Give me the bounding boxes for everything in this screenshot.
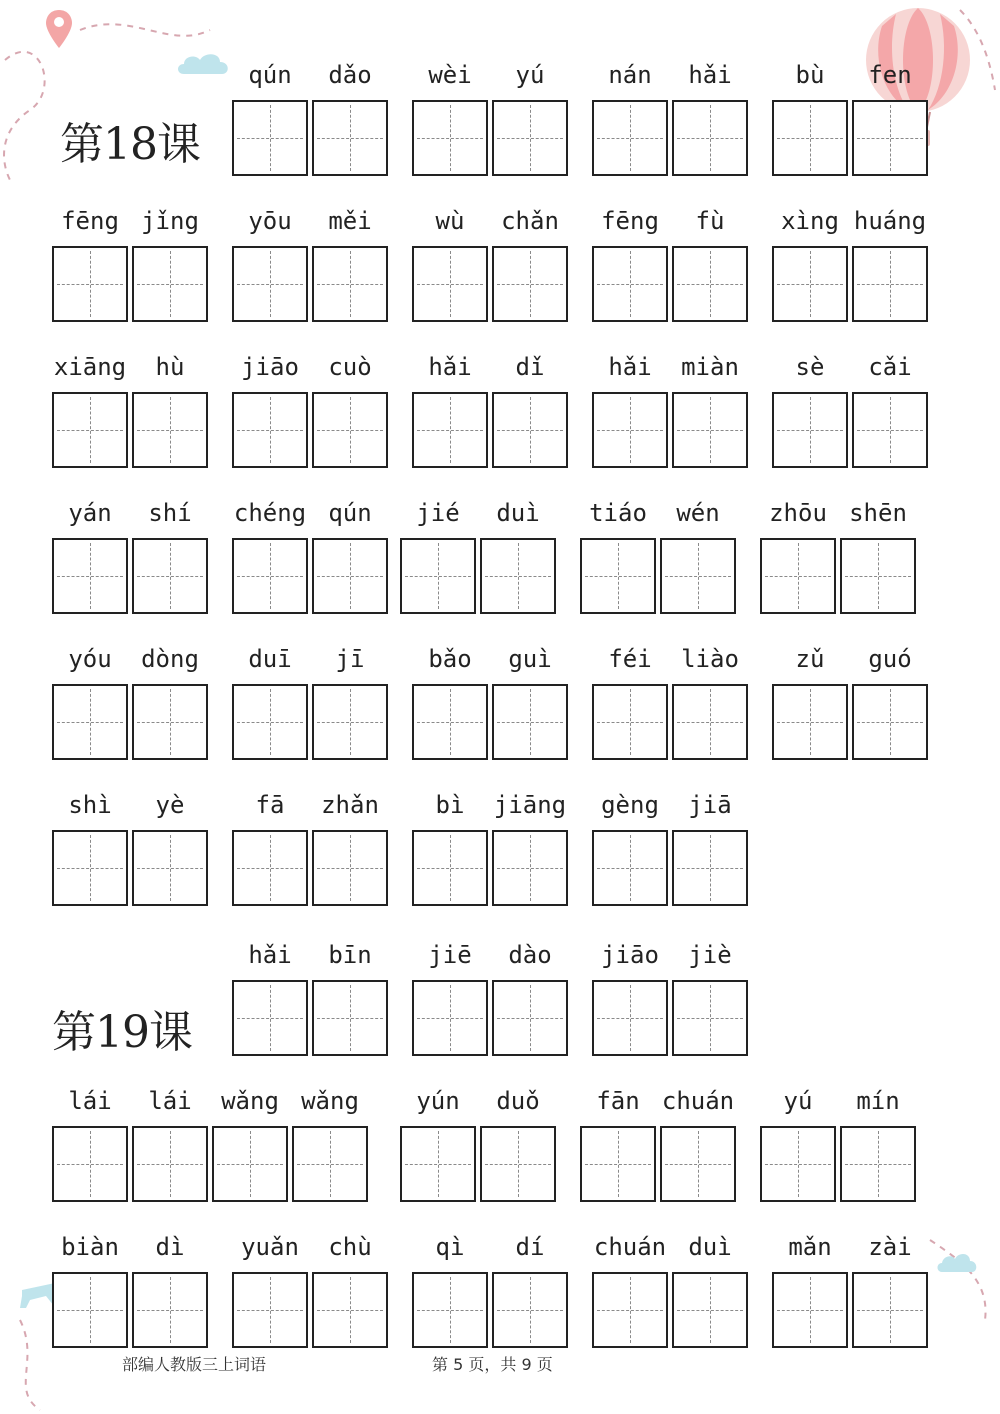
pinyin-label: duī: [248, 645, 292, 673]
pinyin-label: dào: [508, 941, 552, 969]
pinyin-label: yóu: [68, 645, 112, 673]
tianzige-box[interactable]: [672, 1272, 748, 1348]
tianzige-box[interactable]: [312, 1272, 388, 1348]
pinyin-label: wǎng: [221, 1087, 279, 1115]
pinyin-label: jī: [335, 645, 365, 673]
pinyin-label: jiè: [688, 941, 732, 969]
tianzige-box[interactable]: [772, 684, 848, 760]
tianzige-box[interactable]: [852, 1272, 928, 1348]
pinyin-label: gèng: [601, 791, 659, 819]
tianzige-box[interactable]: [232, 980, 308, 1056]
tianzige-box[interactable]: [672, 980, 748, 1056]
pinyin-label: biàn: [61, 1233, 119, 1261]
tianzige-box[interactable]: [772, 392, 848, 468]
tianzige-box[interactable]: [212, 1126, 288, 1202]
pinyin-label: tiáo: [589, 499, 647, 527]
pinyin-label: hǎi: [608, 353, 652, 381]
pinyin-label: měi: [328, 207, 372, 235]
tianzige-box[interactable]: [660, 538, 736, 614]
pinyin-label: bǎo: [428, 645, 472, 673]
tianzige-box[interactable]: [412, 100, 488, 176]
pinyin-label: zài: [868, 1233, 912, 1261]
pinyin-label: wèi: [428, 61, 472, 89]
tianzige-box[interactable]: [492, 100, 568, 176]
pinyin-label: xìng: [781, 207, 839, 235]
pinyin-label: hǎi: [428, 353, 472, 381]
tianzige-box[interactable]: [592, 246, 668, 322]
tianzige-box[interactable]: [760, 538, 836, 614]
lesson-19-title: 第19课: [52, 1007, 192, 1058]
tianzige-box[interactable]: [312, 830, 388, 906]
tianzige-box[interactable]: [132, 1126, 208, 1202]
cloud-small-icon: [936, 1250, 980, 1274]
tianzige-box[interactable]: [672, 392, 748, 468]
pinyin-label: yú: [783, 1087, 813, 1115]
tianzige-box[interactable]: [580, 538, 656, 614]
pinyin-label: jiāng: [493, 791, 567, 819]
pinyin-label: huáng: [853, 207, 927, 235]
pinyin-label: chuán: [661, 1087, 735, 1115]
pinyin-label: bīn: [328, 941, 372, 969]
tianzige-box[interactable]: [660, 1126, 736, 1202]
tianzige-box[interactable]: [312, 538, 388, 614]
pinyin-label: zhǎn: [321, 791, 379, 819]
pinyin-label: fēng: [61, 207, 119, 235]
tianzige-box[interactable]: [52, 830, 128, 906]
pinyin-label: lái: [148, 1087, 192, 1115]
pinyin-label: mín: [856, 1087, 900, 1115]
tianzige-box[interactable]: [672, 246, 748, 322]
pinyin-label: chéng: [233, 499, 307, 527]
tianzige-box[interactable]: [672, 684, 748, 760]
tianzige-box[interactable]: [772, 1272, 848, 1348]
pinyin-label: zǔ: [795, 645, 825, 673]
tianzige-box[interactable]: [672, 830, 748, 906]
pinyin-label: chù: [328, 1233, 372, 1261]
pinyin-label: dǎo: [328, 61, 372, 89]
footer-page-number: 第 5 页，共 9 页: [432, 1355, 553, 1374]
pinyin-label: jiā: [688, 791, 732, 819]
tianzige-box[interactable]: [52, 1272, 128, 1348]
pinyin-label: dòng: [141, 645, 199, 673]
pinyin-label: shēn: [849, 499, 907, 527]
pinyin-label: xiāng: [53, 353, 127, 381]
pinyin-label: wù: [435, 207, 465, 235]
pinyin-label: shì: [68, 791, 112, 819]
pinyin-label: jiāo: [241, 353, 299, 381]
tianzige-box[interactable]: [772, 246, 848, 322]
tianzige-box[interactable]: [492, 684, 568, 760]
tianzige-box[interactable]: [412, 830, 488, 906]
pinyin-label: dì: [155, 1233, 185, 1261]
pinyin-label: yè: [155, 791, 185, 819]
tianzige-box[interactable]: [232, 246, 308, 322]
tianzige-box[interactable]: [312, 100, 388, 176]
tianzige-box[interactable]: [852, 100, 928, 176]
pinyin-label: wǎng: [301, 1087, 359, 1115]
tianzige-box[interactable]: [852, 246, 928, 322]
tianzige-box[interactable]: [292, 1126, 368, 1202]
tianzige-box[interactable]: [840, 538, 916, 614]
tianzige-box[interactable]: [592, 830, 668, 906]
tianzige-box[interactable]: [312, 980, 388, 1056]
tianzige-box[interactable]: [480, 538, 556, 614]
pinyin-label: yuǎn: [241, 1233, 299, 1261]
pinyin-label: bù: [795, 61, 825, 89]
tianzige-box[interactable]: [480, 1126, 556, 1202]
pinyin-label: hǎi: [248, 941, 292, 969]
tianzige-box[interactable]: [592, 684, 668, 760]
tianzige-box[interactable]: [132, 1272, 208, 1348]
pinyin-label: chǎn: [501, 207, 559, 235]
pinyin-label: guó: [868, 645, 912, 673]
pinyin-label: miàn: [681, 353, 739, 381]
pinyin-label: mǎn: [788, 1233, 832, 1261]
tianzige-box[interactable]: [760, 1126, 836, 1202]
tianzige-box[interactable]: [232, 830, 308, 906]
tianzige-box[interactable]: [412, 1272, 488, 1348]
tianzige-box[interactable]: [132, 684, 208, 760]
tianzige-box[interactable]: [132, 392, 208, 468]
pinyin-label: qì: [435, 1233, 465, 1261]
map-pin-icon: [44, 8, 74, 50]
tianzige-box[interactable]: [840, 1126, 916, 1202]
tianzige-box[interactable]: [52, 684, 128, 760]
pinyin-label: fān: [596, 1087, 640, 1115]
cloud-icon: [176, 50, 232, 76]
pinyin-label: jǐng: [141, 207, 199, 235]
tianzige-box[interactable]: [492, 392, 568, 468]
pinyin-label: hǎi: [688, 61, 732, 89]
tianzige-box[interactable]: [412, 980, 488, 1056]
pinyin-label: liào: [681, 645, 739, 673]
pinyin-label: nán: [608, 61, 652, 89]
pinyin-label: guì: [508, 645, 552, 673]
pinyin-label: cǎi: [868, 353, 912, 381]
pinyin-label: qún: [248, 61, 292, 89]
tianzige-box[interactable]: [400, 538, 476, 614]
tianzige-box[interactable]: [492, 1272, 568, 1348]
tianzige-box[interactable]: [312, 684, 388, 760]
pinyin-label: chuán: [593, 1233, 667, 1261]
tianzige-box[interactable]: [400, 1126, 476, 1202]
tianzige-box[interactable]: [592, 1272, 668, 1348]
tianzige-box[interactable]: [312, 392, 388, 468]
tianzige-box[interactable]: [592, 392, 668, 468]
pinyin-label: cuò: [328, 353, 372, 381]
tianzige-box[interactable]: [492, 246, 568, 322]
tianzige-box[interactable]: [412, 684, 488, 760]
tianzige-box[interactable]: [672, 100, 748, 176]
footer-textbook-label: 部编人教版三上词语: [122, 1355, 267, 1374]
pinyin-label: hù: [155, 353, 185, 381]
pinyin-label: fā: [255, 791, 285, 819]
tianzige-box[interactable]: [132, 830, 208, 906]
pinyin-label: dǐ: [515, 353, 545, 381]
pinyin-label: duì: [688, 1233, 732, 1261]
lesson-18-title: 第18课: [60, 119, 200, 170]
tianzige-box[interactable]: [492, 980, 568, 1056]
pinyin-label: féi: [608, 645, 652, 673]
pinyin-label: fù: [695, 207, 725, 235]
tianzige-box[interactable]: [52, 392, 128, 468]
tianzige-box[interactable]: [492, 830, 568, 906]
pinyin-label: fēng: [601, 207, 659, 235]
tianzige-box[interactable]: [132, 538, 208, 614]
pinyin-label: jiē: [428, 941, 472, 969]
pinyin-label: lái: [68, 1087, 112, 1115]
pinyin-label: jiāo: [601, 941, 659, 969]
tianzige-box[interactable]: [232, 1272, 308, 1348]
tianzige-box[interactable]: [52, 538, 128, 614]
tianzige-box[interactable]: [852, 392, 928, 468]
pinyin-label: shí: [148, 499, 192, 527]
tianzige-box[interactable]: [592, 100, 668, 176]
pinyin-label: yún: [416, 1087, 460, 1115]
pinyin-label: zhōu: [769, 499, 827, 527]
tianzige-box[interactable]: [52, 246, 128, 322]
tianzige-box[interactable]: [232, 100, 308, 176]
pinyin-label: yōu: [248, 207, 292, 235]
tianzige-box[interactable]: [132, 246, 208, 322]
tianzige-box[interactable]: [412, 392, 488, 468]
tianzige-box[interactable]: [312, 246, 388, 322]
pinyin-label: wén: [676, 499, 720, 527]
tianzige-box[interactable]: [232, 392, 308, 468]
pinyin-label: yú: [515, 61, 545, 89]
pinyin-label: dí: [515, 1233, 545, 1261]
tianzige-box[interactable]: [592, 980, 668, 1056]
pinyin-label: sè: [795, 353, 825, 381]
tianzige-box[interactable]: [232, 684, 308, 760]
pinyin-label: fen: [868, 61, 912, 89]
tianzige-box[interactable]: [232, 538, 308, 614]
pinyin-label: bì: [435, 791, 465, 819]
pinyin-label: jié: [416, 499, 460, 527]
pinyin-label: duǒ: [496, 1087, 540, 1115]
tianzige-box[interactable]: [772, 100, 848, 176]
tianzige-box[interactable]: [852, 684, 928, 760]
tianzige-box[interactable]: [52, 1126, 128, 1202]
pinyin-label: qún: [328, 499, 372, 527]
pinyin-label: duì: [496, 499, 540, 527]
tianzige-box[interactable]: [412, 246, 488, 322]
tianzige-box[interactable]: [580, 1126, 656, 1202]
pinyin-label: yán: [68, 499, 112, 527]
